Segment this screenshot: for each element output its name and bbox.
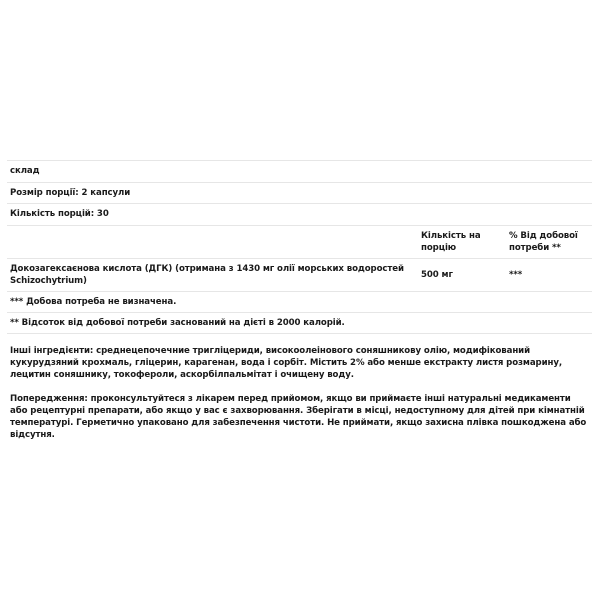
- serving-size-row: [7, 182, 592, 204]
- supplement-facts-panel: [7, 160, 592, 334]
- footnote-row: [7, 291, 592, 313]
- ingredient-daily-value: ***: [509, 269, 523, 280]
- footnote-daily-value-basis: ** Відсоток від добової потреби заснований на дієті в 2000 калорій.: [10, 317, 345, 328]
- other-ingredients-text: Інші інгредієнти: среднецепочечние тригліцериди, високоолеінового соняшникову олію, модифікований кукурудзяний крохмаль, гліцерин, карагенан, вода і сорбіт. Містить 2% або менше екстракту листя розмарину, лецитин соняшнику, токофероли, аскорбілпальмітат і очищену воду.: [10, 346, 563, 381]
- table-row: [7, 258, 592, 291]
- footnote-row: [7, 312, 592, 334]
- ingredient-amount: 500 мг: [421, 269, 453, 280]
- composition-title: склад: [10, 166, 40, 177]
- product-notes: [10, 345, 590, 452]
- serving-size: Розмір порції: 2 капсули: [10, 187, 131, 198]
- header-amount-per-serving: Кількість на порцію: [421, 230, 481, 253]
- warning-text: Попередження: проконсультуйтеся з лікарем перед прийомом, якщо ви приймаєте інші натуральні медикаменти або рецептурні препарати, або якщо у вас є захворювання. Зберігати в місці, недоступному для дітей при кімнатній температурі. Герметично упаковано для забезпечення чистоти. Не приймати, якщо захисна плівка пошкоджена або відсутня.: [10, 393, 587, 441]
- ingredient-name: Докозагексаєнова кислота (ДГК) (отримана з 1430 мг олії морських водоростей Schizochytrium): [10, 263, 404, 286]
- header-daily-value: % Від добової потреби **: [509, 230, 578, 253]
- servings-per-container: Кількість порцій: 30: [10, 209, 109, 220]
- servings-per-container-row: [7, 203, 592, 225]
- table-header-row: [7, 225, 592, 258]
- composition-title-row: [7, 160, 592, 182]
- footnote-daily-value-not-established: *** Добова потреба не визначена.: [10, 296, 177, 307]
